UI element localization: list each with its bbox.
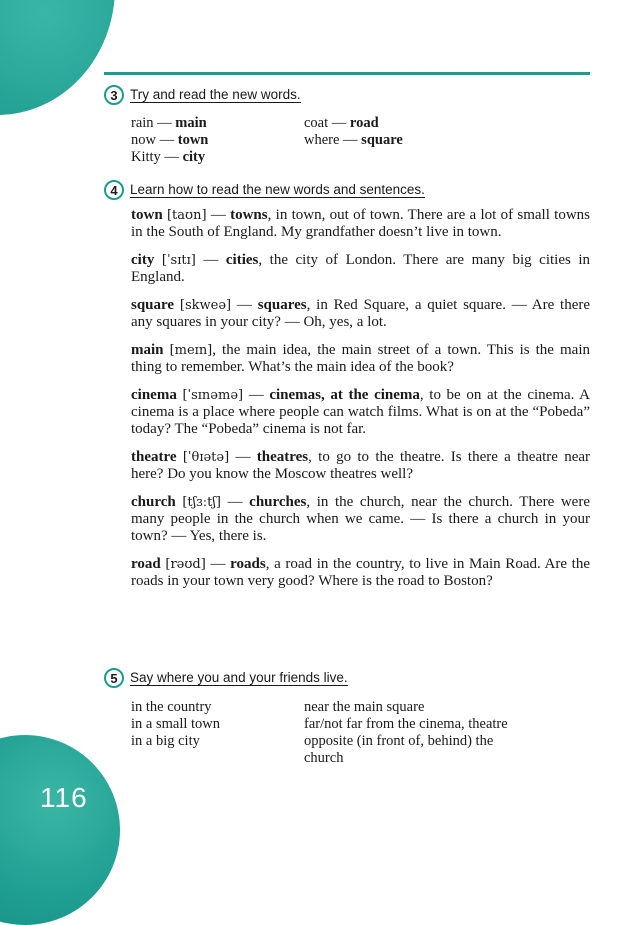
page-number: 116 <box>40 782 88 813</box>
word-pair: coat — road <box>304 115 379 131</box>
word-pair: rain — main <box>131 115 207 131</box>
exercise-3-number: 3 <box>104 85 124 105</box>
exercise-4-header <box>104 180 425 200</box>
vocab-entry-road: road [rəʊd] — roads, a road in the country, to live in Main Road. Are the roads in your town very good? Where is the road to Boston? <box>131 555 591 589</box>
phrase-right: opposite (in front of, behind) the <box>304 733 494 749</box>
vocab-entry-square: square [skweə] — squares, in Red Square, a quiet square. — Are there any squares in your city? — Oh, yes, a lot. <box>131 296 591 331</box>
phrase-right: church <box>304 750 344 766</box>
vocab-entry-city: city [ˈsɪtɪ] — cities, the city of London. There are many big cities in England. <box>131 251 591 286</box>
word-pair: now — town <box>131 132 209 148</box>
phrase-left: in a big city <box>131 733 200 749</box>
exercise-3-header <box>104 85 301 105</box>
exercise-3-title: Try and read the new words. <box>130 87 301 102</box>
phrase-right: near the main square <box>304 699 425 715</box>
exercise-4-entries <box>131 207 590 601</box>
phrase-left: in a small town <box>131 716 221 732</box>
vocab-entry-town: town [taʊn] — towns, in town, out of town. There are a lot of small towns in the South of England. My grandfather doesn’t live in town. <box>131 207 591 241</box>
exercise-5-title: Say where you and your friends live. <box>130 670 348 685</box>
exercise-5-number: 5 <box>104 668 124 688</box>
decorative-circle-top <box>0 0 115 115</box>
phrase-right: far/not far from the cinema, theatre <box>304 716 508 732</box>
vocab-entry-cinema: cinema [ˈsɪnəmə] — cinemas, at the cinema, to be on at the cinema. A cinema is a place where people can watch films. What is on at the “Pobeda” today? The “Pobeda” cinema is not far. <box>131 386 591 438</box>
word-pair: Kitty — city <box>131 149 206 165</box>
vocab-entry-church: church [tʃɜːtʃ] — churches, in the church, near the church. There were many people in the church when we came. — Is there a church in your town? — Yes, there is. <box>131 493 590 545</box>
phrase-left: in the country <box>131 699 212 715</box>
exercise-5-header <box>104 668 348 688</box>
vocab-entry-theatre: theatre [ˈθɪətə] — theatres, to go to the theatre. Is there a theatre near here? Do you know the Moscow theatres well? <box>131 448 591 482</box>
vocab-entry-main: main [meɪn], the main idea, the main street of a town. This is the main thing to remember. What’s the main idea of the book? <box>131 341 590 375</box>
exercise-4-title: Learn how to read the new words and sentences. <box>130 182 425 197</box>
exercise-4-number: 4 <box>104 180 124 200</box>
decorative-circle-bottom <box>0 735 120 925</box>
top-divider <box>104 72 590 75</box>
word-pair: where — square <box>304 132 403 148</box>
